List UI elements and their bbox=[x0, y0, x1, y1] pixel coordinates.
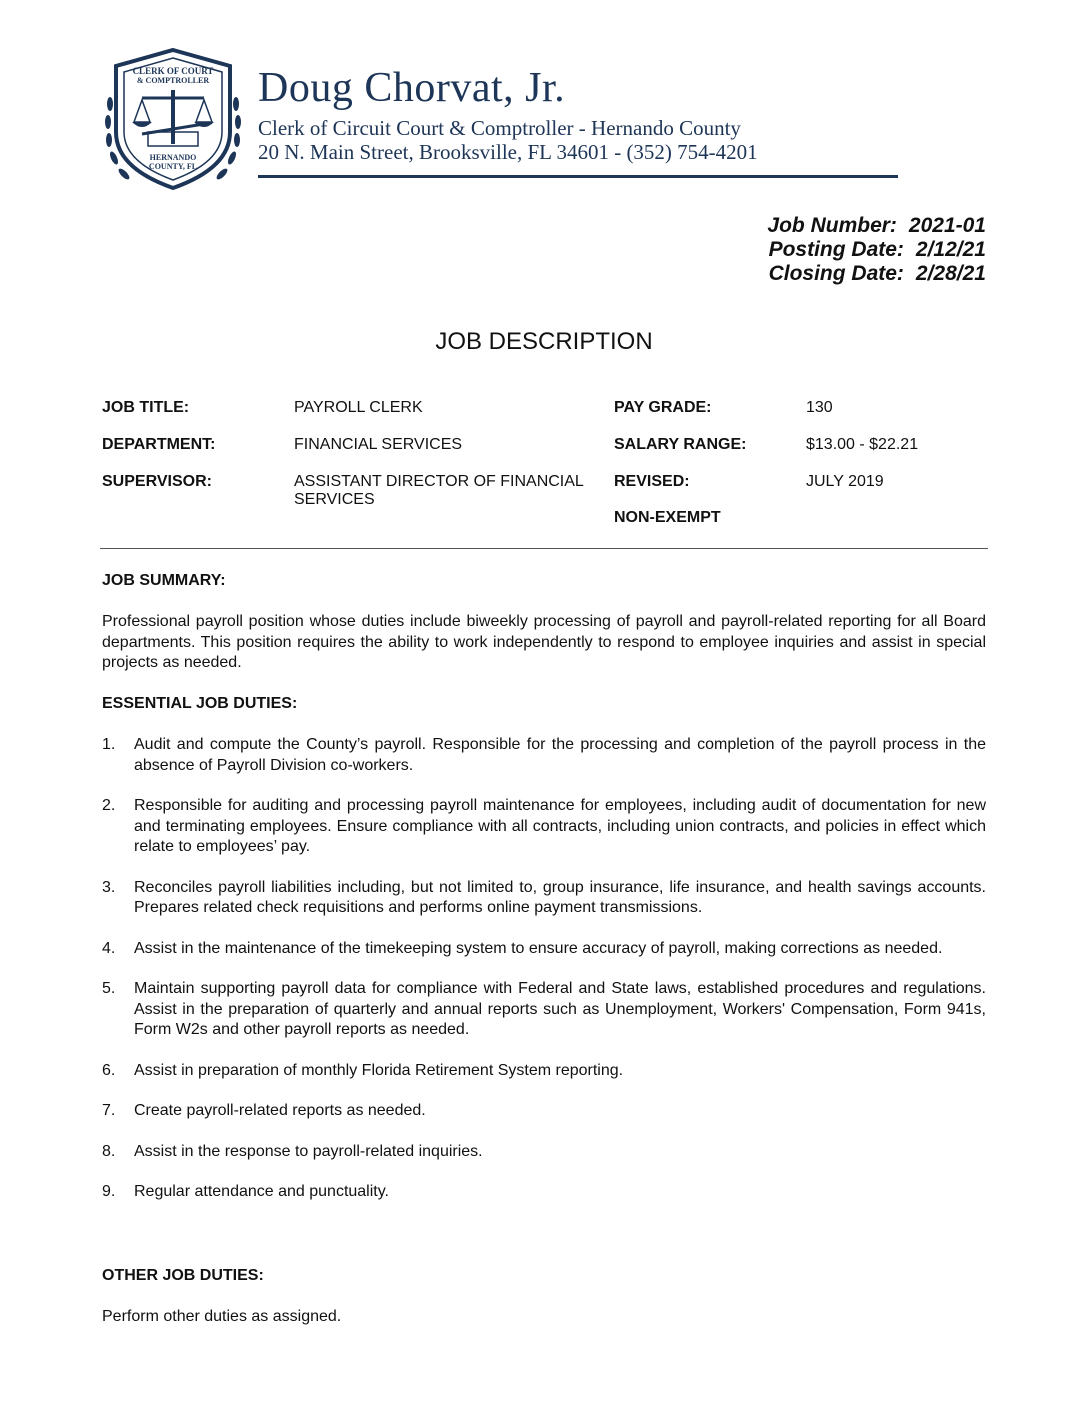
posting-date: 2/12/21 bbox=[915, 238, 986, 261]
closing-date-label: Closing Date: bbox=[768, 262, 904, 285]
essential-duties-list bbox=[102, 735, 986, 1223]
closing-date: 2/28/21 bbox=[915, 262, 986, 285]
department-value: FINANCIAL SERVICES bbox=[294, 436, 463, 453]
job-number-row bbox=[767, 214, 986, 238]
duty-item bbox=[102, 796, 986, 858]
clerk-office-title: Clerk of Circuit Court & Comptroller - Hernando County bbox=[258, 116, 741, 140]
duty-item bbox=[102, 1101, 986, 1122]
duty-text: Assist in the maintenance of the timekeeping system to ensure accuracy of payroll, making corrections as needed. bbox=[134, 939, 943, 957]
posting-info bbox=[767, 214, 986, 286]
revised-value: JULY 2019 bbox=[806, 473, 884, 490]
duty-number: 9. bbox=[102, 1183, 116, 1200]
department-label: DEPARTMENT: bbox=[102, 436, 216, 453]
clerk-name: Doug Chorvat, Jr. bbox=[258, 65, 566, 111]
svg-text:CLERK OF COURT: CLERK OF COURT bbox=[132, 66, 214, 76]
duty-number: 2. bbox=[102, 797, 116, 814]
header-rule bbox=[258, 175, 898, 178]
job-number-label: Job Number: bbox=[767, 214, 897, 237]
duty-text: Assist in the response to payroll-related inquiries. bbox=[134, 1142, 483, 1160]
job-summary-text: Professional payroll position whose duties include biweekly processing of payroll and payroll-related reporting for all Board departments. This position requires the ability to work independently to respond to employee inquiries and assist in special projects as needed. bbox=[102, 613, 986, 671]
duty-text: Assist in preparation of monthly Florida Retirement System reporting. bbox=[134, 1061, 624, 1079]
county-seal-logo bbox=[102, 44, 244, 194]
duty-text: Reconciles payroll liabilities including, but not limited to, group insurance, life insurance, and health savings accounts. Prepares related check requisitions and performs online payment transmissions. bbox=[134, 878, 986, 916]
posting-date-row bbox=[767, 238, 986, 262]
posting-date-label: Posting Date: bbox=[768, 238, 904, 261]
duty-text: Regular attendance and punctuality. bbox=[134, 1183, 389, 1200]
duty-text: Audit and compute the County’s payroll. Responsible for the processing and completion of the payroll process in the absence of Payroll Division co-workers. bbox=[134, 736, 986, 774]
revised-label: REVISED: bbox=[614, 473, 690, 490]
supervisor-value: ASSISTANT DIRECTOR OF FINANCIAL SERVICES bbox=[294, 473, 584, 508]
closing-date-row bbox=[767, 262, 986, 286]
duty-number: 1. bbox=[102, 736, 116, 753]
pay-grade-value: 130 bbox=[806, 399, 833, 416]
svg-text:& COMPTROLLER: & COMPTROLLER bbox=[136, 76, 210, 85]
duty-number: 3. bbox=[102, 878, 116, 896]
salary-range-value: $13.00 - $22.21 bbox=[806, 436, 919, 453]
other-duties-heading: OTHER JOB DUTIES: bbox=[102, 1267, 264, 1284]
supervisor-label: SUPERVISOR: bbox=[102, 473, 212, 490]
duty-item bbox=[102, 939, 986, 960]
job-number: 2021-01 bbox=[908, 214, 986, 237]
svg-text:COUNTY, FL: COUNTY, FL bbox=[148, 162, 198, 171]
job-title-label: JOB TITLE: bbox=[102, 399, 190, 416]
duty-item bbox=[102, 979, 986, 1041]
job-summary-heading: JOB SUMMARY: bbox=[102, 572, 226, 589]
duty-number: 7. bbox=[102, 1102, 116, 1119]
job-title-value: PAYROLL CLERK bbox=[294, 399, 423, 416]
duty-item bbox=[102, 1061, 986, 1082]
pay-grade-label: PAY GRADE: bbox=[614, 399, 712, 416]
duty-item bbox=[102, 1182, 986, 1203]
duty-item bbox=[102, 735, 986, 776]
duty-number: 4. bbox=[102, 939, 116, 957]
duty-number: 5. bbox=[102, 980, 116, 997]
duty-number: 6. bbox=[102, 1061, 116, 1079]
duty-item bbox=[102, 878, 986, 919]
svg-text:HERNANDO: HERNANDO bbox=[149, 153, 197, 162]
section-divider bbox=[100, 548, 988, 549]
essential-duties-heading: ESSENTIAL JOB DUTIES: bbox=[102, 695, 298, 712]
duty-text: Responsible for auditing and processing payroll maintenance for employees, including audit of documentation for new and terminating employees. Ensure compliance with all contracts, including union contracts, and policies in effect which relate to employees’ pay. bbox=[134, 797, 986, 855]
duty-text: Maintain supporting payroll data for compliance with Federal and State laws, established procedures and regulations. Assist in the preparation of quarterly and annual reports such as Unemployment, Workers' Compensation, Form 941s, Form W2s and other payroll reports as needed. bbox=[134, 980, 986, 1038]
document-title: JOB DESCRIPTION bbox=[435, 328, 653, 355]
exempt-status: NON-EXEMPT bbox=[614, 509, 721, 526]
salary-range-label: SALARY RANGE: bbox=[614, 436, 747, 453]
clerk-address: 20 N. Main Street, Brooksville, FL 34601 - (352) 754-4201 bbox=[258, 140, 758, 164]
duty-number: 8. bbox=[102, 1142, 116, 1160]
duty-text: Create payroll-related reports as needed. bbox=[134, 1102, 426, 1119]
other-duties-text: Perform other duties as assigned. bbox=[102, 1308, 342, 1325]
duty-item bbox=[102, 1142, 986, 1163]
